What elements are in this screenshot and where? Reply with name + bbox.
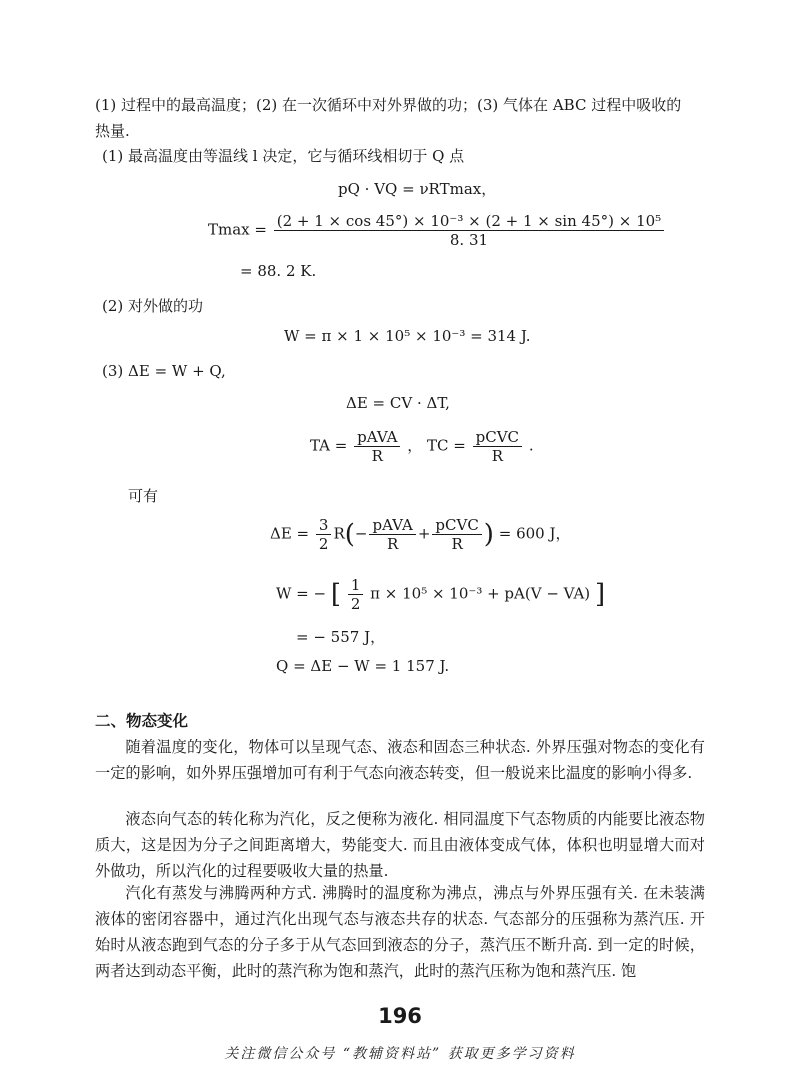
part2-intro: (2) 对外做的功	[102, 297, 204, 315]
tc-denominator: R	[491, 447, 503, 465]
paragraph-2: 液态向气态的转化称为汽化，反之便称为液化. 相同温度下气态物质的内能要比液态物质大，这是因为分子之间距离增大，势能变大. 而且由液体变成气体，体积也明显增大而对外做功，所以汽化的过程要吸收大量的热量.	[95, 810, 705, 880]
left-bracket: [	[330, 579, 342, 610]
section-heading: 二、物态变化	[95, 712, 189, 730]
part1-intro: (1) 最高温度由等温线 l 决定，它与循环线相切于 Q 点	[102, 147, 465, 165]
pc-vc-fraction	[432, 516, 481, 553]
w-lhs: W = −	[276, 584, 327, 603]
equation-delta-e: ΔE = CV · ΔT,	[346, 394, 450, 412]
three-halves	[316, 516, 332, 553]
temperatures-end: .	[528, 436, 534, 455]
keyou-label: 可有	[128, 487, 159, 505]
ta-fraction	[354, 428, 400, 465]
paragraph-3: 汽化有蒸发与沸腾两种方式. 沸腾时的温度称为沸点，沸点与外界压强有关. 在未装满液体的密闭容器中，通过汽化出现气态与液态共存的状态. 气态部分的压强称为蒸汽压. 开始时从液态跑到气态的分子多于从气态回到液态的分子，蒸汽压不断升高. 到一定的时候，两者达到动态平衡，此时的蒸汽称为饱和蒸汽，此时的蒸汽压称为饱和蒸汽压. 饱	[95, 884, 705, 980]
equation-work: W = π × 1 × 10⁵ × 10⁻³ = 314 J.	[284, 327, 531, 345]
ta-numerator: pAVA	[354, 428, 400, 447]
tmax-fraction	[274, 212, 664, 249]
part3-intro: (3) ΔE = W + Q,	[102, 362, 226, 380]
pa-va-fraction	[369, 516, 415, 553]
tmax-numerator: (2 + 1 × cos 45°) × 10⁻³ × (2 + 1 × sin 45°) × 10⁵	[274, 212, 664, 231]
one-half-num: 1	[348, 576, 364, 595]
tc-fraction	[473, 428, 522, 465]
question-line-1: (1) 过程中的最高温度；(2) 在一次循环中对外界做的功；(3) 气体在 ABC 过程中吸收的	[95, 96, 682, 114]
tmax-lhs: Tmax =	[208, 220, 267, 239]
tmax-denominator: 8. 31	[449, 231, 489, 249]
w-bracket-terms: π × 10⁵ × 10⁻³ + pA(V − VA)	[370, 584, 591, 603]
equation-pv: pQ · VQ = νRTmax，	[338, 180, 497, 198]
one-half-den: 2	[350, 595, 361, 613]
right-paren: )	[483, 519, 494, 550]
tc-numerator: pCVC	[473, 428, 522, 447]
tmax-result: = 88. 2 K.	[240, 262, 317, 280]
right-bracket: ]	[594, 579, 606, 610]
three-halves-num: 3	[316, 516, 332, 535]
left-paren: (	[344, 519, 355, 550]
page-number: 196	[378, 1004, 422, 1028]
three-halves-den: 2	[318, 535, 329, 553]
ta-denominator: R	[371, 447, 383, 465]
ta-lhs: TA =	[310, 436, 348, 455]
w-result: = − 557 J，	[296, 628, 386, 646]
equation-temperatures	[310, 428, 534, 465]
q-result: Q = ΔE − W = 1 157 J.	[276, 657, 450, 675]
pc-vc-num: pCVC	[432, 516, 481, 535]
one-half	[348, 576, 364, 613]
gas-constant-r: R	[333, 524, 345, 543]
delta-e-lhs: ΔE =	[270, 524, 310, 543]
equation-w-bracket	[276, 576, 605, 613]
equation-tmax	[208, 212, 666, 249]
pa-va-den: R	[387, 535, 399, 553]
tc-lhs: ， TC =	[407, 436, 466, 455]
paragraph-1: 随着温度的变化，物体可以呈现气态、液态和固态三种状态. 外界压强对物态的变化有一定的影响，如外界压强增加可有利于气态向液态转变，但一般说来比温度的影响小得多.	[95, 738, 705, 782]
footer-watermark: 关注微信公众号 “教辅资料站” 获取更多学习资料	[224, 1046, 576, 1062]
pa-va-num: pAVA	[369, 516, 415, 535]
delta-e-value: = 600 J，	[498, 524, 571, 543]
equation-delta-e-result: ΔE = $\frac{3}{2}$ R(− $\frac{\text{pAVA}}{R}$ + $\frac{\text{pCVC}}{R}$ ) = 600 J，	[270, 516, 571, 553]
question-line-2: 热量.	[95, 122, 130, 140]
pc-vc-den: R	[451, 535, 463, 553]
